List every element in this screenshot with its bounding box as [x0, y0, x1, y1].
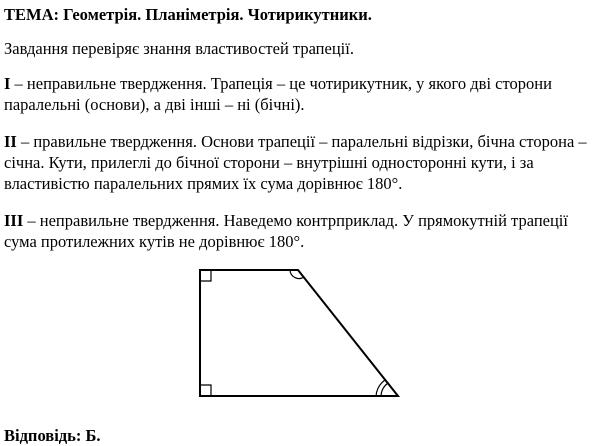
statement-1-number: I	[4, 74, 11, 93]
statement-3	[4, 210, 594, 252]
statement-2-number: II	[4, 132, 17, 151]
right-trapezoid-figure	[190, 262, 410, 407]
statement-2	[4, 131, 594, 194]
answer: Відповідь: Б.	[4, 426, 101, 445]
statement-2-text: – правильне твердження. Основи трапеції – паралельні відрізки, бічна сторона – січна. Кути, прилеглі до бічної сторони – внутрішні односторонні кути, і за властивістю паралельних прямих їх сума дорівнює 180°.	[4, 132, 587, 193]
page-title: ТЕМА: Геометрія. Планіметрія. Чотирикутники.	[4, 5, 372, 24]
statement-1	[4, 73, 594, 115]
intro-paragraph: Завдання перевіряє знання властивостей трапеції.	[4, 39, 354, 58]
statement-3-text: – неправильне твердження. Наведемо контрприклад. У прямокутній трапеції сума протилежних кутів не дорівнює 180°.	[4, 211, 568, 251]
right-angle-mark-top	[200, 270, 211, 281]
right-angle-mark-bottom	[200, 385, 211, 396]
statement-3-number: III	[4, 211, 24, 230]
acute-angle-arc-inner	[381, 383, 388, 396]
trapezoid-outline	[200, 270, 398, 396]
statement-1-text: – неправильне твердження. Трапеція – це чотирикутник, у якого дві сторони паралельні (основи), а дві інші – ні (бічні).	[4, 74, 552, 114]
